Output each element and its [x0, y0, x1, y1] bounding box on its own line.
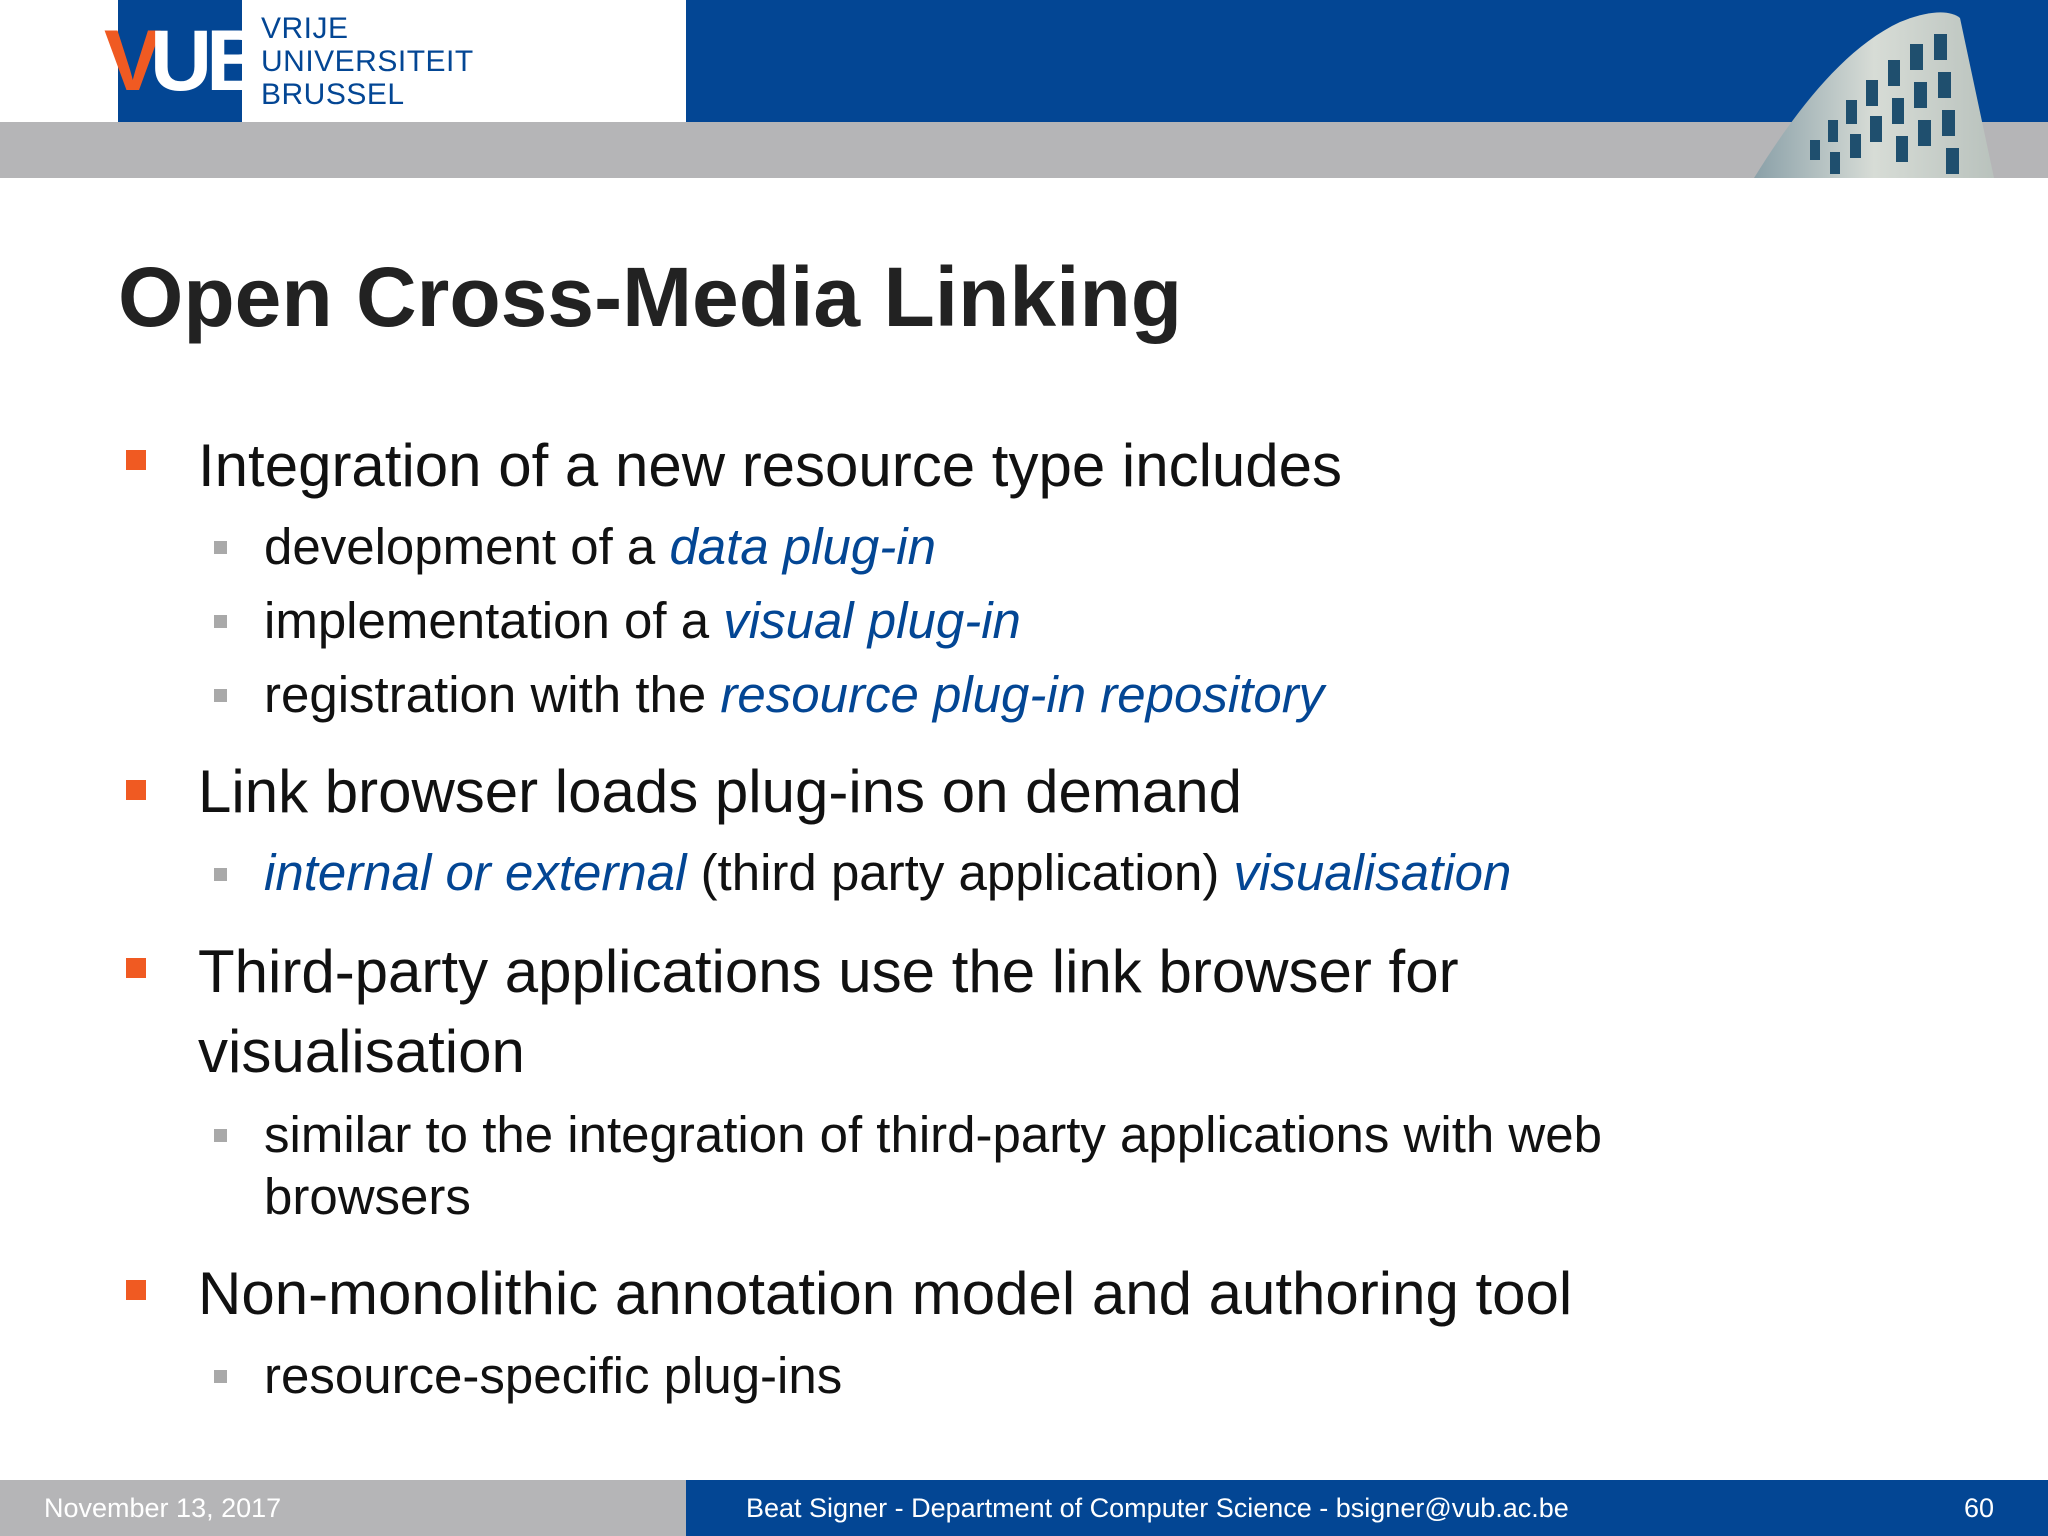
bullet-marker [126, 780, 146, 800]
sub-bullet-marker [214, 868, 227, 881]
sub-bullet-marker [214, 1370, 227, 1383]
sub-bullet-text: development of a [264, 518, 670, 575]
sub-bullet-text: (third party application) [686, 844, 1234, 901]
bullet-1: Integration of a new resource type includes [198, 432, 1343, 499]
sub-bullet-text: implementation of a [264, 592, 724, 649]
page-number: 60 [1963, 1493, 1994, 1523]
bullet-marker [126, 1280, 146, 1300]
logo-letter-v: V [104, 13, 156, 109]
sub-bullet-3-1-line-1: similar to the integration of third-party applications with web [264, 1106, 1602, 1163]
sub-bullet-text: registration with the [264, 666, 721, 723]
footer-author: Beat Signer - Department of Computer Science - bsigner@vub.ac.be [746, 1493, 1569, 1523]
bullet-2: Link browser loads plug-ins on demand [198, 758, 1242, 825]
bullet-4: Non-monolithic annotation model and authoring tool [198, 1260, 1573, 1327]
sub-bullet-emphasis: visual plug-in [723, 592, 1021, 649]
logo-letters-ub: UB [150, 13, 263, 109]
logo-line-3: BRUSSEL [261, 78, 405, 111]
bullet-3-line-1: Third-party applications use the link browser for [198, 938, 1459, 1005]
sub-bullet-emphasis: data plug-in [669, 518, 936, 575]
sub-bullet-1-3 [264, 664, 1324, 726]
sub-bullet-3-1-line-2: browsers [264, 1168, 471, 1225]
sub-bullet-2-1 [264, 842, 1511, 904]
logo-line-1: VRIJE [261, 12, 349, 45]
bullet-3-line-2: visualisation [198, 1018, 525, 1085]
bullet-marker [126, 450, 146, 470]
sub-bullet-emphasis: internal or external [264, 844, 687, 901]
footer-date: November 13, 2017 [44, 1493, 282, 1523]
sub-bullet-1-2 [264, 590, 1021, 652]
sub-bullet-emphasis: resource plug-in repository [720, 666, 1325, 723]
sub-bullet-emphasis: visualisation [1233, 844, 1512, 901]
sub-bullet-marker [214, 615, 227, 628]
sub-bullet-1-1 [264, 516, 936, 578]
sub-bullet-4-1: resource-specific plug-ins [264, 1347, 843, 1404]
sub-bullet-marker [214, 689, 227, 702]
sub-bullet-marker [214, 1129, 227, 1142]
sub-bullet-marker [214, 541, 227, 554]
page-title: Open Cross-Media Linking [118, 250, 1183, 344]
logo-line-2: UNIVERSITEIT [261, 45, 474, 78]
bullet-marker [126, 958, 146, 978]
